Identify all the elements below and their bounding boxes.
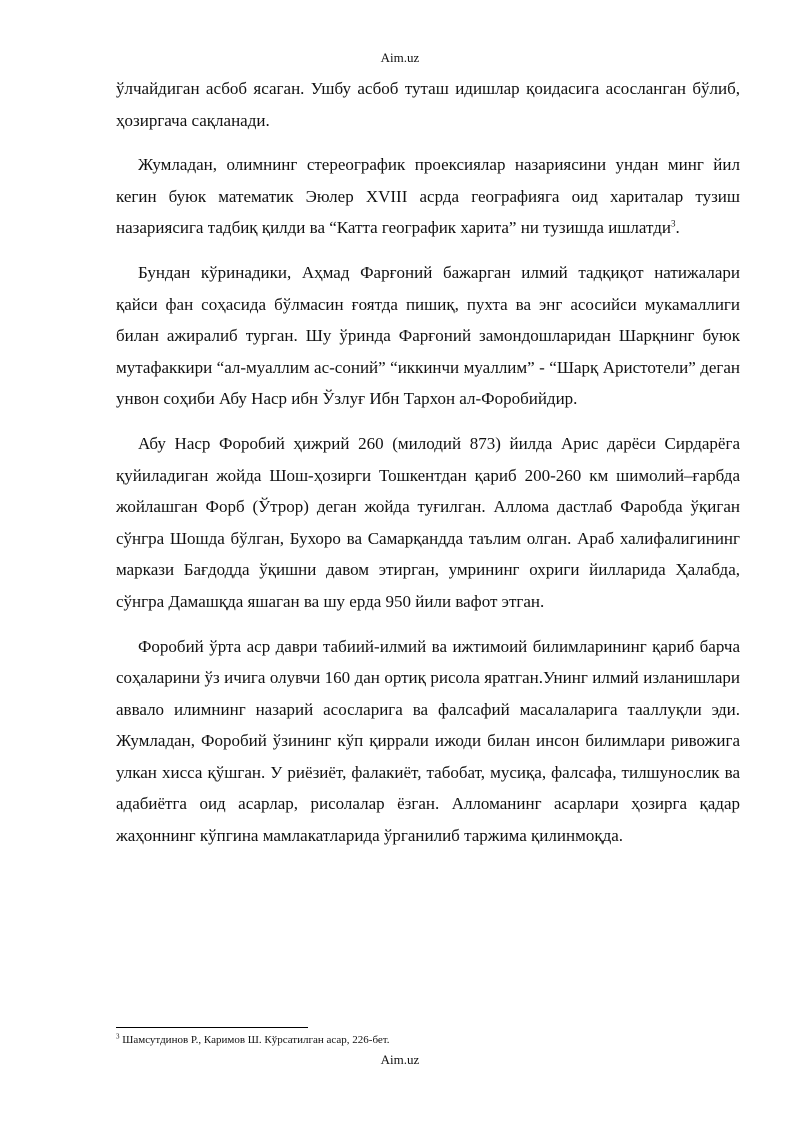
paragraph-1: ўлчайдиган асбоб ясаган. Ушбу асбоб туташ идишлар қоидасига асосланган бўлиб, ҳозиргача сақланади. — [116, 79, 740, 130]
page-footer: Aim.uz — [380, 1052, 420, 1067]
footnote-ref: 3 — [670, 218, 676, 229]
page-header: Aim.uz — [380, 50, 420, 65]
paragraph-5: Форобий ўрта аср даври табиий-илмий ва ижтимоий билимларининг қариб барча соҳаларини ўз ичига олувчи 160 дан ортиқ рисола яратган.Унинг илмий изланишлари аввало илимнинг назарий асосларига ва фалсафий масалаларига тааллуқли эди. Жумладан, Форобий ўзининг кўп қиррали ижоди билан инсон билимлари ривожига улкан хисса қўшган. У риёзиёт, фалакиёт, табобат, мусиқа, фалсафа, тилшунослик ва адабиётга оид асарлар, рисолалар ёзган. Алломанинг асарлари ҳозирга қадар жаҳоннинг кўпгина мамлакатларида ўрганилиб таржима қилинмоқда. — [116, 636, 740, 846]
paragraph-2-text: Жумладан, олимнинг стереографик проексиялар назариясини ундан минг йил кегин буюк математик Эюлер XVIII асрда географияга оид хариталар тузиш назариясига тадбиқ қилди ва “Катта географик харита” ни тузишда ишлатди — [116, 155, 740, 238]
paragraph-4: Абу Наср Форобий ҳижрий 260 (милодий 873) йилда Арис дарёси Сирдарёга қуйиладиган жойда Шош-ҳозирги Тошкентдан қариб 200-260 км шимолий–ғарбда жойлашган Форб (Ўтрор) деган жойда туғилган. Аллома дастлаб Фаробда ўқиган сўнгра Шошда бўлган, Бухоро ва Самарқандда таълим олган. Араб халифалигининг маркази Бағдодда ўқишни давом этирган, умрининг охриги йилларида Ҳалабда, сўнгра Дамашқда яшаган ва шу ерда 950 йили вафот этган. — [116, 433, 740, 611]
body-text — [116, 73, 740, 865]
paragraph-2-end: . — [675, 218, 680, 238]
footnote-divider — [116, 1027, 308, 1028]
paragraph-2 — [116, 149, 740, 244]
footnote-mark: 3 — [116, 1032, 120, 1041]
paragraph-3: Бундан кўринадики, Аҳмад Фарғоний бажарган илмий тадқиқот натижалари қайси фан соҳасида бўлмасин ғоятда пишиқ, пухта ва энг асосийси мукамаллиги билан ажиралиб турган. Шу ўринда Фарғоний замондошларидан Шарқнинг буюк мутафаккири “ал-муаллим ас-соний” “иккинчи муаллим” - “Шарқ Аристотели” деган унвон соҳиби Абу Наср ибн Ўзлуғ Ибн Тархон ал-Форобийдир. — [116, 262, 740, 409]
footnote-text: Шамсутдинов Р., Каримов Ш. Кўрсатилган асар, 226-бет. — [119, 1034, 390, 1046]
footnote — [116, 1034, 740, 1046]
